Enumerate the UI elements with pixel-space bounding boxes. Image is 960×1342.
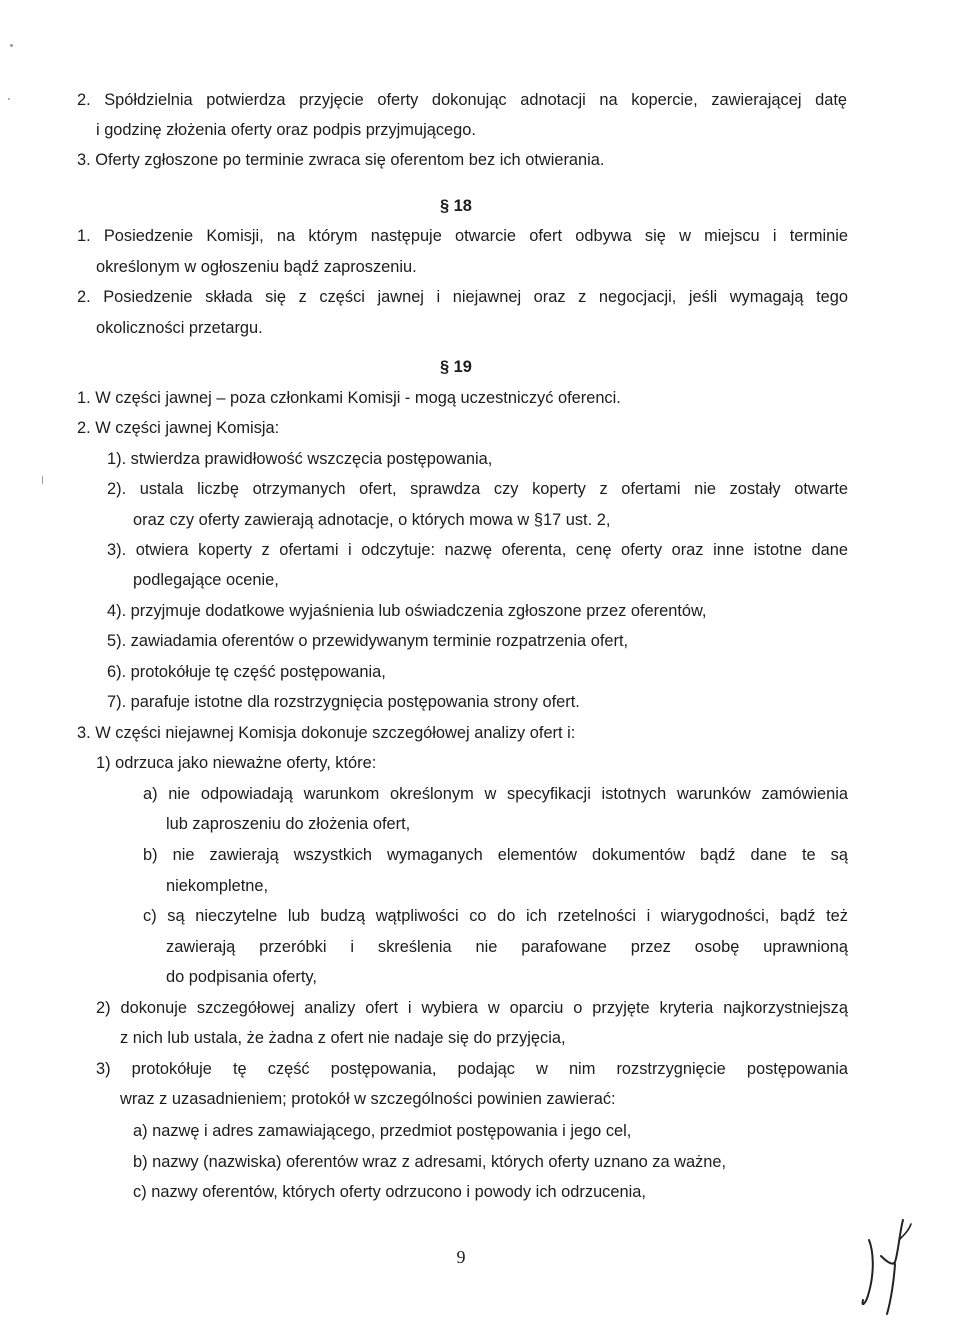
text-line: okoliczności przetargu. — [96, 319, 263, 337]
text-line: b) nie zawierają wszystkich wymaganych elementów dokumentów bądź dane te są — [143, 846, 848, 864]
text-line: 3) protokółuje tę część postępowania, podając w nim rozstrzygnięcie postępowania — [96, 1060, 848, 1078]
text-line: 1. Posiedzenie Komisji, na którym następuje otwarcie ofert odbywa się w miejscu i terminie — [77, 227, 848, 245]
text-line: do podpisania oferty, — [166, 968, 317, 986]
text-line: b) nazwy (nazwiska) oferentów wraz z adresami, których oferty uznano za ważne, — [133, 1153, 727, 1171]
text-line: 2. Spółdzielnia potwierdza przyjęcie oferty dokonując adnotacji na kopercie, zawierającej datę — [77, 91, 847, 109]
text-line: i godzinę złożenia oferty oraz podpis przyjmującego. — [96, 121, 476, 139]
text-line: 6). protokółuje tę część postępowania, — [107, 663, 386, 681]
text-line: 3). otwiera koperty z ofertami i odczytuje: nazwę oferenta, cenę oferty oraz inne istotne dane — [107, 541, 848, 559]
section-heading: § 18 — [440, 197, 472, 215]
text-line: c) są nieczytelne lub budzą wątpliwości co do ich rzetelności i wiarygodności, bądź też — [143, 907, 848, 925]
text-line: wraz z uzasadnieniem; protokół w szczególności powinien zawierać: — [120, 1090, 616, 1108]
text-line: 2. Posiedzenie składa się z części jawnej i niejawnej oraz z negocjacji, jeśli wymagają tego — [77, 288, 848, 306]
text-line: oraz czy oferty zawierają adnotacje, o których mowa w §17 ust. 2, — [133, 511, 611, 529]
section-heading: § 19 — [440, 358, 472, 376]
text-line: z nich lub ustala, że żadna z ofert nie nadaje się do przyjęcia, — [120, 1029, 566, 1047]
text-line: zawierają przeróbki i skreślenia nie parafowane przez osobę uprawnioną — [166, 938, 848, 956]
text-line: 1). stwierdza prawidłowość wszczęcia postępowania, — [107, 450, 493, 468]
text-line: określonym w ogłoszeniu bądź zaproszeniu. — [96, 258, 417, 276]
text-line: 3. Oferty zgłoszone po terminie zwraca się oferentom bez ich otwierania. — [77, 151, 605, 169]
scan-speck — [8, 98, 10, 100]
text-line: 2) dokonuje szczegółowej analizy ofert i wybiera w oparciu o przyjęte kryteria najkorzystniejszą — [96, 999, 848, 1017]
text-line: 7). parafuje istotne dla rozstrzygnięcia postępowania strony ofert. — [107, 693, 580, 711]
scan-speck — [42, 476, 43, 484]
text-line: 3. W części niejawnej Komisja dokonuje szczegółowej analizy ofert i: — [77, 724, 576, 742]
text-line: 4). przyjmuje dodatkowe wyjaśnienia lub oświadczenia zgłoszone przez oferentów, — [107, 602, 707, 620]
text-line: c) nazwy oferentów, których oferty odrzucono i powody ich odrzucenia, — [133, 1183, 646, 1201]
text-line: 1. W części jawnej – poza członkami Komisji - mogą uczestniczyć oferenci. — [77, 389, 621, 407]
text-line: 2. W części jawnej Komisja: — [77, 419, 280, 437]
text-line: podlegające ocenie, — [133, 571, 279, 589]
text-line: 2). ustala liczbę otrzymanych ofert, sprawdza czy koperty z ofertami nie zostały otwarte — [107, 480, 848, 498]
text-line: lub zaproszeniu do złożenia ofert, — [166, 815, 411, 833]
text-line: a) nie odpowiadają warunkom określonym w specyfikacji istotnych warunków zamówienia — [143, 785, 848, 803]
signature-initials — [855, 1210, 915, 1320]
page-number: 9 — [456, 1247, 466, 1267]
text-line: 1) odrzuca jako nieważne oferty, które: — [96, 754, 377, 772]
scan-speck — [10, 44, 13, 47]
text-line: 5). zawiadamia oferentów o przewidywanym terminie rozpatrzenia ofert, — [107, 632, 629, 650]
text-line: niekompletne, — [166, 877, 269, 895]
text-line: a) nazwę i adres zamawiającego, przedmiot postępowania i jego cel, — [133, 1122, 632, 1140]
